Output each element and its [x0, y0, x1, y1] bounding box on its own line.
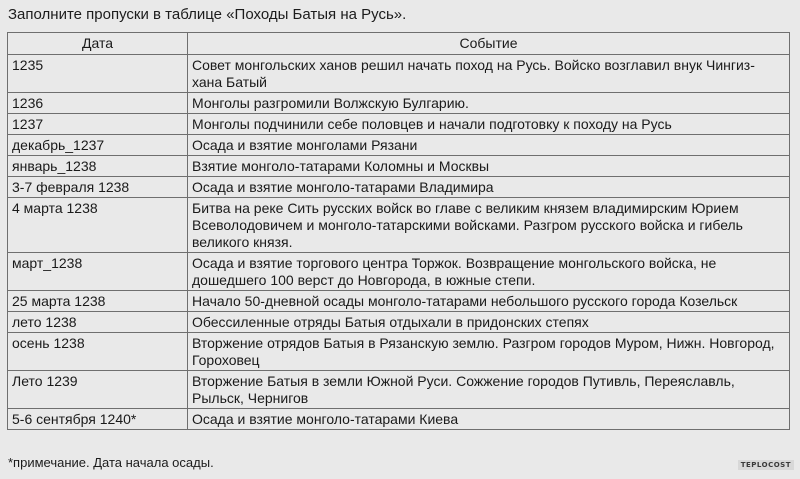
event-cell: Осада и взятие монголо-татарами Киева: [188, 409, 790, 430]
event-cell: Монголы подчинили себе половцев и начали подготовку к походу на Русь: [188, 114, 790, 135]
event-cell: Монголы разгромили Волжскую Булгарию.: [188, 93, 790, 114]
table-row: [8, 291, 790, 312]
date-cell: лето 1238: [8, 312, 188, 333]
table-row: [8, 198, 790, 253]
table-row: [8, 135, 790, 156]
events-table: [7, 32, 790, 430]
date-cell: 4 марта 1238: [8, 198, 188, 253]
date-cell: 3-7 февраля 1238: [8, 177, 188, 198]
date-cell: 5-6 сентября 1240*: [8, 409, 188, 430]
event-cell: Совет монгольских ханов решил начать поход на Русь. Войско возглавил внук Чингиз-хана Батый: [188, 55, 790, 93]
event-cell: Осада и взятие торгового центра Торжок. Возвращение монгольского войска, не дошедшего 100 верст до Новгорода, в южные степи.: [188, 253, 790, 291]
table-row: [8, 312, 790, 333]
event-cell: Начало 50-дневной осады монголо-татарами небольшого русского города Козельск: [188, 291, 790, 312]
date-cell: осень 1238: [8, 333, 188, 371]
column-header-date: Дата: [8, 33, 188, 55]
table-row: [8, 55, 790, 93]
table-body: [8, 55, 790, 430]
date-cell: март_1238: [8, 253, 188, 291]
table-row: [8, 114, 790, 135]
event-cell: Вторжение Батыя в земли Южной Руси. Сожжение городов Путивль, Переяславль, Рыльск, Чернигов: [188, 371, 790, 409]
event-cell: Осада и взятие монголо-татарами Владимира: [188, 177, 790, 198]
table-row: [8, 253, 790, 291]
event-cell: Взятие монголо-татарами Коломны и Москвы: [188, 156, 790, 177]
table-row: [8, 371, 790, 409]
table-header-row: [8, 33, 790, 55]
table-row: [8, 409, 790, 430]
event-cell: Обессиленные отряды Батыя отдыхали в придонских степях: [188, 312, 790, 333]
event-cell: Битва на реке Сить русских войск во главе с великим князем владимирским Юрием Всеволодовичем и монголо-татарскими войсками. Разгром русского войска и гибель великого князя.: [188, 198, 790, 253]
watermark-logo: TEPLOCOST: [738, 460, 794, 470]
footnote: *примечание. Дата начала осады.: [8, 455, 214, 470]
date-cell: 25 марта 1238: [8, 291, 188, 312]
date-cell: 1235: [8, 55, 188, 93]
table-row: [8, 177, 790, 198]
date-cell: 1237: [8, 114, 188, 135]
page-title: Заполните пропуски в таблице «Походы Батыя на Русь».: [8, 6, 407, 23]
table-row: [8, 156, 790, 177]
column-header-event: Событие: [188, 33, 790, 55]
date-cell: декабрь_1237: [8, 135, 188, 156]
date-cell: январь_1238: [8, 156, 188, 177]
date-cell: Лето 1239: [8, 371, 188, 409]
table-row: [8, 93, 790, 114]
event-cell: Осада и взятие монголами Рязани: [188, 135, 790, 156]
event-cell: Вторжение отрядов Батыя в Рязанскую землю. Разгром городов Муром, Нижн. Новгород, Гороховец: [188, 333, 790, 371]
table-row: [8, 333, 790, 371]
date-cell: 1236: [8, 93, 188, 114]
